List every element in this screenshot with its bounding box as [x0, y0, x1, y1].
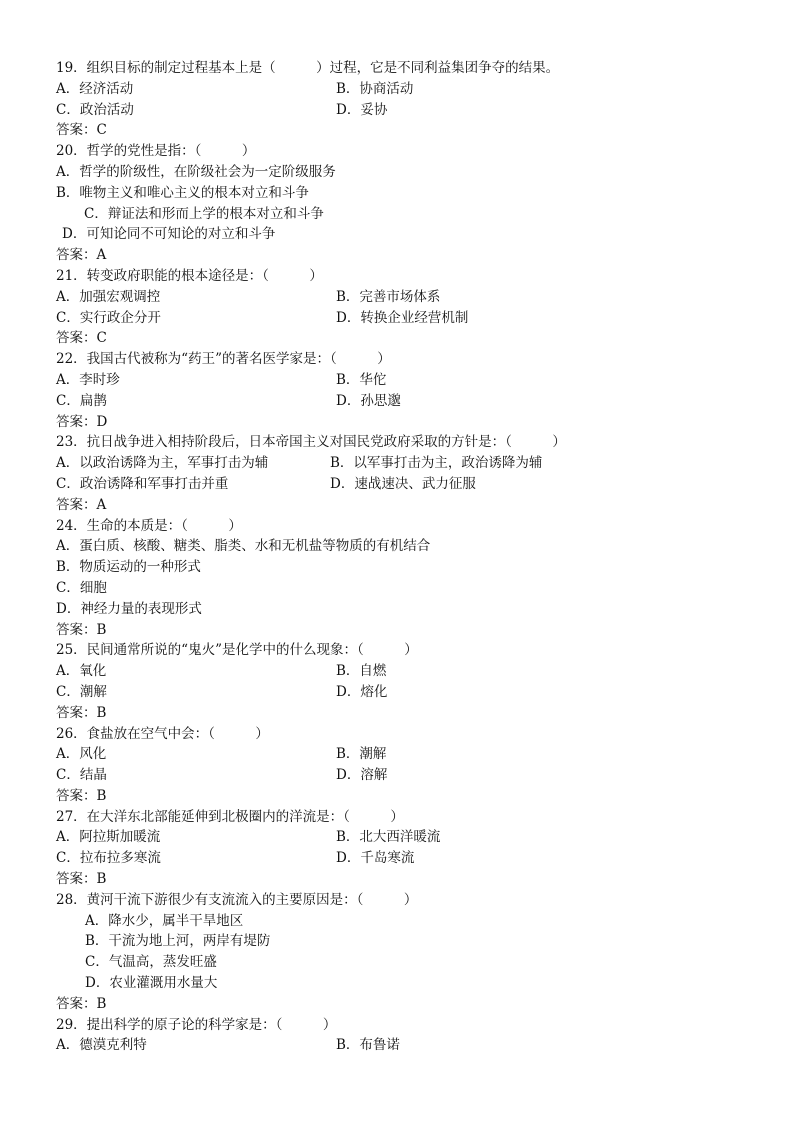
question-25-option-d: D．熔化 — [336, 683, 388, 700]
exam-page — [0, 58, 794, 1056]
question-21-answer: 答案：C — [56, 330, 107, 347]
question-26-stem: 26．食盐放在空气中会：（ ） — [56, 725, 269, 742]
question-28-option-d: D．农业灌溉用水量大 — [85, 975, 218, 992]
question-21-stem-line — [0, 266, 794, 287]
question-27-options-row-2 — [0, 848, 794, 869]
question-22-answer-line — [0, 412, 794, 433]
question-21-answer-line — [0, 328, 794, 349]
question-29-option-b: B．布鲁诺 — [336, 1037, 400, 1054]
question-20-option-b-line — [0, 183, 794, 204]
question-26-option-b: B．潮解 — [336, 746, 387, 763]
question-25-option-c: C．潮解 — [56, 683, 107, 700]
question-24-option-a: A．蛋白质、核酸、糖类、脂类、水和无机盐等物质的有机结合 — [56, 538, 431, 555]
question-27-options-row-1 — [0, 827, 794, 848]
question-26-option-a: A．风化 — [56, 746, 107, 763]
question-21-option-b: B．完善市场体系 — [336, 288, 441, 305]
question-21-options-row-1 — [0, 287, 794, 308]
question-23-option-d: D．速战速决、武力征服 — [330, 475, 476, 492]
question-24-option-d: D．神经力量的表现形式 — [56, 600, 202, 617]
question-19-option-a: A．经济活动 — [56, 80, 134, 97]
question-23-options-row-2 — [0, 474, 794, 495]
question-21-options-row-2 — [0, 308, 794, 329]
question-21-option-d: D．转换企业经营机制 — [336, 309, 469, 326]
question-27-stem-line — [0, 807, 794, 828]
question-25-options-row-1 — [0, 661, 794, 682]
question-24-option-b: B．物质运动的一种形式 — [56, 559, 201, 576]
question-26-option-d: D．溶解 — [336, 767, 388, 784]
question-20-option-c-line — [0, 204, 794, 225]
question-20-answer: 答案：A — [56, 247, 107, 264]
question-26-options-row-2 — [0, 765, 794, 786]
question-21-option-a: A．加强宏观调控 — [56, 288, 161, 305]
question-19-option-c: C．政治活动 — [56, 101, 134, 118]
question-23-option-c: C．政治诱降和军事打击并重 — [56, 475, 229, 492]
question-25-answer-line — [0, 703, 794, 724]
question-23-answer-line — [0, 495, 794, 516]
question-22-stem: 22．我国古代被称为“药王”的著名医学家是：（ ） — [56, 351, 391, 368]
question-25-option-a: A．氧化 — [56, 663, 107, 680]
question-29-option-a: A．德漠克利特 — [56, 1037, 147, 1054]
question-22-option-d: D．孙思邈 — [336, 392, 401, 409]
question-22-options-row-2 — [0, 391, 794, 412]
question-29-stem: 29．提出科学的原子论的科学家是：（ ） — [56, 1016, 337, 1033]
question-25-option-b: B．自燃 — [336, 663, 387, 680]
question-28-option-c-line — [0, 952, 794, 973]
question-25-options-row-2 — [0, 682, 794, 703]
question-22-option-a: A．李时珍 — [56, 371, 120, 388]
question-27-option-d: D．千岛寒流 — [336, 850, 415, 867]
question-24-option-b-line — [0, 557, 794, 578]
question-24-option-a-line — [0, 536, 794, 557]
question-28-option-a: A．降水少，属半干旱地区 — [85, 912, 244, 929]
question-24-option-c: C．细胞 — [56, 579, 107, 596]
question-28-option-a-line — [0, 911, 794, 932]
question-20-stem: 20．哲学的党性是指：（ ） — [56, 143, 256, 160]
question-26-stem-line — [0, 724, 794, 745]
question-21-stem: 21．转变政府职能的根本途径是：（ ） — [56, 267, 323, 284]
question-20-option-a: A．哲学的阶级性，在阶级社会为一定阶级服务 — [56, 163, 336, 180]
question-26-option-c: C．结晶 — [56, 767, 107, 784]
question-20-option-d: D．可知论同不可知论的对立和斗争 — [62, 226, 276, 243]
question-20-option-b: B．唯物主义和唯心主义的根本对立和斗争 — [56, 184, 309, 201]
question-27-answer: 答案：B — [56, 871, 107, 888]
question-29-options-row-1 — [0, 1035, 794, 1056]
question-28-option-c: C．气温高，蒸发旺盛 — [85, 954, 217, 971]
question-27-stem: 27．在大洋东北部能延伸到北极圈内的洋流是：（ ） — [56, 808, 404, 825]
question-27-option-c: C．拉布拉多寒流 — [56, 850, 161, 867]
question-22-stem-line — [0, 349, 794, 370]
question-28-option-b: B．干流为地上河，两岸有堤防 — [85, 933, 271, 950]
question-19-option-b: B．协商活动 — [336, 80, 414, 97]
question-28-stem: 28．黄河干流下游很少有支流流入的主要原因是：（ ） — [56, 891, 418, 908]
question-22-option-c: C．扁鹊 — [56, 392, 107, 409]
question-22-options-row-1 — [0, 370, 794, 391]
question-20-option-d-line — [0, 224, 794, 245]
question-27-option-b: B．北大西洋暖流 — [336, 829, 441, 846]
question-20-option-c: C．辩证法和形而上学的根本对立和斗争 — [84, 205, 324, 222]
question-29-stem-line — [0, 1015, 794, 1036]
question-24-stem-line — [0, 516, 794, 537]
question-26-answer: 答案：B — [56, 787, 107, 804]
question-28-option-d-line — [0, 973, 794, 994]
question-23-option-b: B．以军事打击为主，政治诱降为辅 — [330, 455, 543, 472]
question-28-option-b-line — [0, 931, 794, 952]
question-23-stem-line — [0, 432, 794, 453]
question-26-answer-line — [0, 786, 794, 807]
question-24-option-d-line — [0, 599, 794, 620]
question-24-answer: 答案：B — [56, 621, 107, 638]
question-21-option-c: C．实行政企分开 — [56, 309, 161, 326]
question-20-option-a-line — [0, 162, 794, 183]
question-25-stem: 25．民间通常所说的“鬼火”是化学中的什么现象：（ ） — [56, 642, 418, 659]
question-23-options-row-1 — [0, 453, 794, 474]
question-28-stem-line — [0, 890, 794, 911]
question-19-option-d: D．妥协 — [336, 101, 388, 118]
question-19-stem-line — [0, 58, 794, 79]
question-19-answer: 答案：C — [56, 122, 107, 139]
question-19-options-row-2 — [0, 100, 794, 121]
question-28-answer: 答案：B — [56, 995, 107, 1012]
question-25-answer: 答案：B — [56, 704, 107, 721]
question-23-option-a: A．以政治诱降为主，军事打击为辅 — [56, 455, 269, 472]
question-19-stem: 19．组织目标的制定过程基本上是（ ）过程，它是不同利益集团争夺的结果。 — [56, 60, 560, 76]
question-26-options-row-1 — [0, 744, 794, 765]
question-24-answer-line — [0, 620, 794, 641]
question-28-answer-line — [0, 994, 794, 1015]
question-19-answer-line — [0, 120, 794, 141]
question-25-stem-line — [0, 640, 794, 661]
question-22-answer: 答案：D — [56, 413, 108, 430]
question-23-answer: 答案：A — [56, 496, 107, 513]
question-23-stem: 23．抗日战争进入相持阶段后，日本帝国主义对国民党政府采取的方针是：（ ） — [56, 434, 566, 451]
question-24-option-c-line — [0, 578, 794, 599]
question-27-option-a: A．阿拉斯加暖流 — [56, 829, 161, 846]
question-19-options-row-1 — [0, 79, 794, 100]
question-22-option-b: B．华佗 — [336, 371, 387, 388]
question-24-stem: 24．生命的本质是：（ ） — [56, 517, 242, 534]
question-20-stem-line — [0, 141, 794, 162]
question-20-answer-line — [0, 245, 794, 266]
question-27-answer-line — [0, 869, 794, 890]
